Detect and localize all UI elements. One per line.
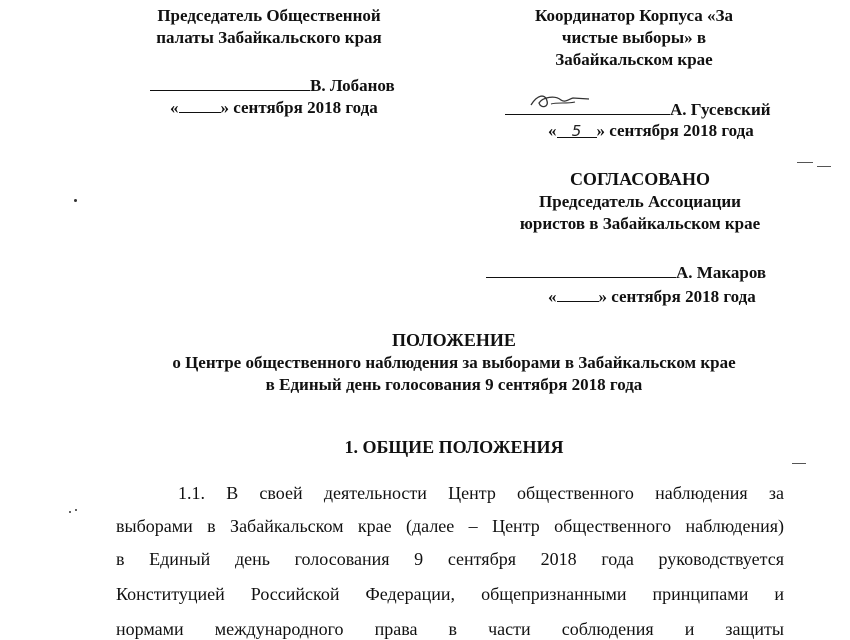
scan-speck [74,199,77,202]
right-title-line2: чистые выборы» в [561,28,707,47]
right-signatory: А. Гусевский [670,100,771,119]
handwritten-signature-icon [527,91,597,113]
right-signature-line [505,97,771,121]
document-subtitle-line1: о Центре общественного наблюдения за выборами в Забайкальском крае [172,353,736,372]
agreed-date-blank [557,284,599,302]
scan-speck [69,511,71,513]
agreed-signature-line [486,260,766,284]
left-title-line1: Председатель Общественной [157,6,381,25]
agreed-date-close: » сентября 2018 года [598,287,756,306]
left-date-open: « [170,98,179,117]
left-title-line2: палаты Забайкальского края [156,28,382,47]
scan-mark [792,463,806,464]
agreed-title-line2: юристов в Забайкальском крае [519,214,761,233]
right-date-day: 5 [571,122,582,140]
left-date-close: » сентября 2018 года [220,98,378,117]
agreed-heading: СОГЛАСОВАНО [569,169,711,189]
scan-speck [75,509,77,511]
paragraph-line: выборами в Забайкальском крае (далее – Центр общественного наблюдения) [116,516,784,536]
agreed-date-line [548,284,756,308]
left-date-blank [179,95,221,113]
document-title: ПОЛОЖЕНИЕ [392,330,516,350]
left-signatory: В. Лобанов [310,76,395,95]
right-date-open: « [548,121,557,140]
agreed-signature-blank [486,260,676,278]
right-title-line3: Забайкальском крае [555,50,713,69]
scan-mark [817,166,831,167]
section-heading: 1. ОБЩИЕ ПОЛОЖЕНИЯ [344,437,564,457]
right-date-line [548,120,754,142]
left-signature-line [150,73,395,97]
paragraph-line: в Единый день голосования 9 сентября 2018 года руководствуется [116,549,784,569]
agreed-signatory: А. Макаров [676,263,767,282]
agreed-date-open: « [548,287,557,306]
left-signature-blank [150,73,310,91]
left-date-line [170,95,378,119]
scan-mark [797,162,813,163]
agreed-title-line1: Председатель Ассоциации [539,192,741,211]
right-title-line1: Координатор Корпуса «За [535,6,733,25]
document-subtitle-line2: в Единый день голосования 9 сентября 2018 года [265,375,643,394]
paragraph-line: нормами международного права в части соблюдения и защиты [116,619,784,639]
right-signature-blank [505,97,670,115]
right-date-blank [557,120,597,138]
right-date-close: » сентября 2018 года [596,121,754,140]
paragraph-line: Конституцией Российской Федерации, общепризнанными принципами и [116,584,784,604]
paragraph-line: 1.1. В своей деятельности Центр общественного наблюдения за [178,483,784,503]
